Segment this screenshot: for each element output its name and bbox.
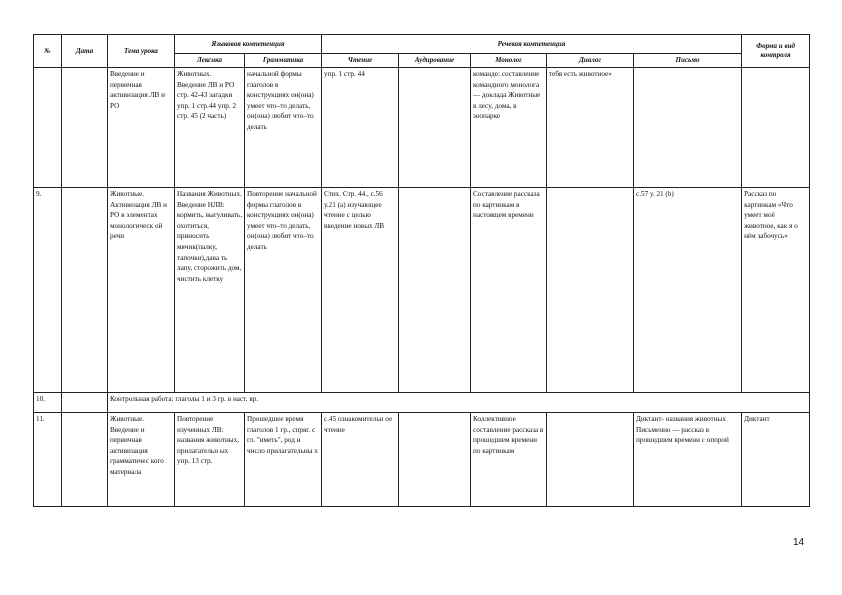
table-row bbox=[34, 68, 810, 188]
header-reading: Чтение bbox=[322, 54, 399, 68]
header-date: Дата bbox=[62, 35, 108, 68]
header-writing: Письмо bbox=[634, 54, 742, 68]
cell-monologue: Составление рассказа по картинкам в настоящем времени bbox=[471, 188, 547, 393]
cell-lexis: Животных. Введение ЛВ и РО стр. 42-43 загадки упр. 1 стр.44 упр. 2 стр. 45 (2 часть) bbox=[175, 68, 245, 188]
cell-grammar: Прошедшее время глаголов 1 гр., спряг. с гл. "иметь", род и число прилагательны х bbox=[245, 413, 322, 507]
cell-grammar: Повторение начальной формы глаголов в конструкциях он(она) умеет что–то делать, он(она) любит что–то делать bbox=[245, 188, 322, 393]
cell-writing bbox=[634, 68, 742, 188]
cell-listening bbox=[399, 68, 471, 188]
cell-lexis: Повторение изученных ЛВ: названия животных, прилагательн ых упр. 13 стр. bbox=[175, 413, 245, 507]
header-listening: Аудирование bbox=[399, 54, 471, 68]
cell-writing: Диктант- названия животных Письменно — рассказ в прошедшем времени с опорой bbox=[634, 413, 742, 507]
cell-date bbox=[62, 188, 108, 393]
cell-date bbox=[62, 413, 108, 507]
cell-reading: упр. 1 стр. 44 bbox=[322, 68, 399, 188]
cell-control: Рассказ по картинкам «Что умеет моё животное, как я о нём забочусь» bbox=[742, 188, 810, 393]
table-row bbox=[34, 188, 810, 393]
page-number: 14 bbox=[793, 537, 805, 548]
header-dialogue: Диалог bbox=[547, 54, 634, 68]
cell-control: Диктант bbox=[742, 413, 810, 507]
cell-monologue: команде: составление командного монолога — доклада Животные в лесу, дома, в зоопарке bbox=[471, 68, 547, 188]
table-row bbox=[34, 413, 810, 507]
cell-reading: с.45 ознакомительн ое чтение bbox=[322, 413, 399, 507]
cell-merged-control-work: Контрольная работа: глаголы 1 и 3 гр. в наст. вр. bbox=[108, 393, 810, 413]
header-grammar: Грамматика bbox=[245, 54, 322, 68]
cell-no bbox=[34, 68, 62, 188]
cell-dialogue bbox=[547, 188, 634, 393]
lesson-plan-table bbox=[33, 34, 810, 507]
header-monologue: Монолог bbox=[471, 54, 547, 68]
cell-writing: с.57 у. 21 (b) bbox=[634, 188, 742, 393]
cell-reading: Стих. Стр. 44., с.56 у.21 (a) изучающее чтение с целью введение новых ЛВ bbox=[322, 188, 399, 393]
cell-no: 10. bbox=[34, 393, 62, 413]
header-row-1 bbox=[34, 35, 810, 54]
cell-grammar: начальной формы глаголов в конструкциях он(она) умеет что–то делать, он(она) любит что–то делать bbox=[245, 68, 322, 188]
cell-topic: Животные. Активизация ЛВ и РО в элементах монологическ ой речи bbox=[108, 188, 175, 393]
cell-dialogue: тебя есть животное» bbox=[547, 68, 634, 188]
cell-listening bbox=[399, 413, 471, 507]
cell-listening bbox=[399, 188, 471, 393]
cell-topic: Введение и первичная активизация ЛВ и РО bbox=[108, 68, 175, 188]
cell-monologue: Коллективное составление рассказа в прошедшем времени по картинкам bbox=[471, 413, 547, 507]
cell-lexis: Названия Животных. Введение НЛВ: кормить, выгуливать, охотиться, приносить мячик(палку, тапочки),дава ть лапу, сторожить дом, чистить клетку bbox=[175, 188, 245, 393]
header-lexis: Лексика bbox=[175, 54, 245, 68]
header-speech-competence: Речевая компетенция bbox=[322, 35, 742, 54]
cell-no: 9. bbox=[34, 188, 62, 393]
header-topic: Тема урока bbox=[108, 35, 175, 68]
cell-no: 11. bbox=[34, 413, 62, 507]
cell-dialogue bbox=[547, 413, 634, 507]
header-control-form: Форма и вид контроля bbox=[742, 35, 810, 68]
header-no: № bbox=[34, 35, 62, 68]
cell-date bbox=[62, 68, 108, 188]
cell-control bbox=[742, 68, 810, 188]
table-row bbox=[34, 393, 810, 413]
cell-topic: Животные. Введение и первичная активизация грамматичес кого материала bbox=[108, 413, 175, 507]
cell-date bbox=[62, 393, 108, 413]
header-language-competence: Языковая компетенция bbox=[175, 35, 322, 54]
